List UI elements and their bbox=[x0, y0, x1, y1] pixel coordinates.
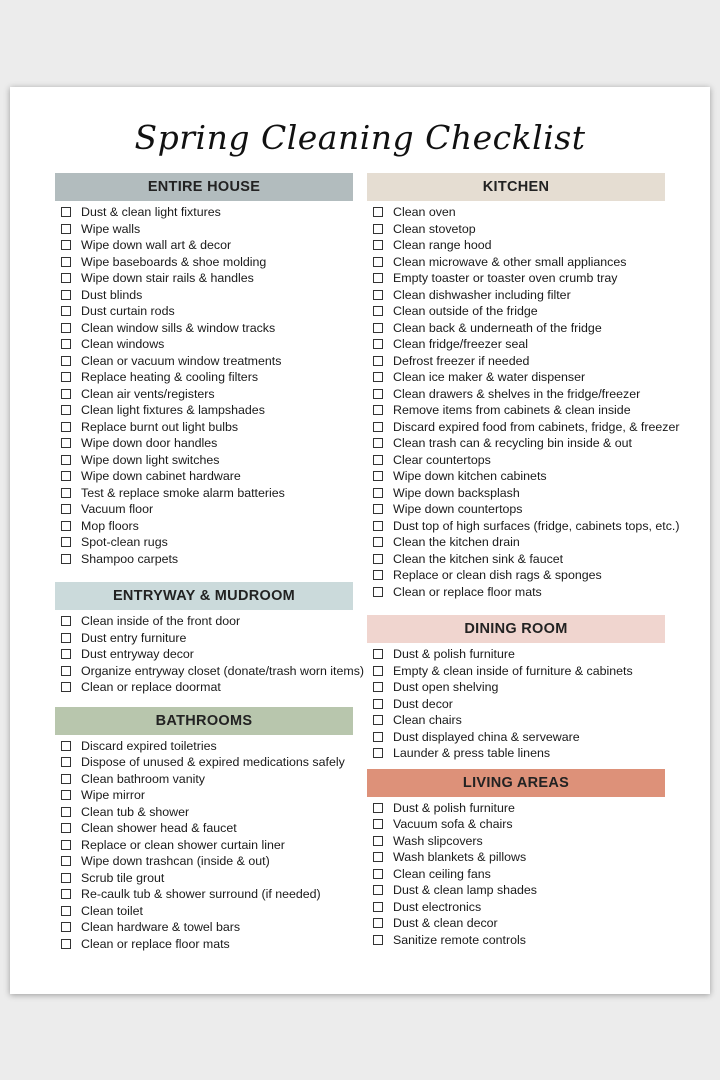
checklist-item bbox=[61, 336, 353, 353]
checklist-item-label: Clean inside of the front door bbox=[81, 614, 241, 628]
checkbox[interactable] bbox=[373, 356, 383, 366]
checkbox[interactable] bbox=[373, 323, 383, 333]
checkbox[interactable] bbox=[61, 356, 71, 366]
checkbox[interactable] bbox=[61, 856, 71, 866]
checklist-item bbox=[61, 485, 353, 502]
checklist-item bbox=[373, 468, 665, 485]
checkbox[interactable] bbox=[373, 732, 383, 742]
checklist-item bbox=[373, 452, 665, 469]
checkbox[interactable] bbox=[373, 902, 383, 912]
checklist-item-label: Clean microwave & other small appliances bbox=[393, 254, 627, 269]
checklist-item bbox=[373, 204, 665, 221]
checklist-item-label: Clean the kitchen sink & faucet bbox=[393, 551, 564, 566]
checklist-item-label: Dust & polish furniture bbox=[393, 647, 515, 661]
page-title: Spring Cleaning Checklist bbox=[134, 118, 586, 157]
checkbox[interactable] bbox=[373, 405, 383, 415]
checkbox[interactable] bbox=[61, 873, 71, 883]
checklist-item-label: Clean or replace floor mats bbox=[81, 936, 230, 951]
checkbox[interactable] bbox=[373, 587, 383, 597]
checkbox[interactable] bbox=[373, 438, 383, 448]
checklist-item bbox=[373, 663, 665, 680]
checklist-item-label: Clean outside of the fridge bbox=[393, 304, 538, 318]
checklist-item bbox=[373, 386, 665, 403]
checklist-item-label: Dust electronics bbox=[393, 899, 482, 914]
left-column bbox=[55, 173, 365, 952]
checkbox[interactable] bbox=[373, 422, 383, 432]
checklist-item-label: Replace or clean dish rags & sponges bbox=[393, 568, 602, 582]
checkbox[interactable] bbox=[373, 869, 383, 879]
checklist-item-label: Clean or vacuum window treatments bbox=[81, 353, 282, 368]
checklist-item-label: Dust top of high surfaces (fridge, cabinets tops, etc.) bbox=[393, 518, 680, 533]
checklist-item bbox=[373, 237, 665, 254]
checklist-item-label: Wipe down cabinet hardware bbox=[81, 469, 241, 483]
checklist-item-label: Clean or replace doormat bbox=[81, 680, 221, 694]
checklist-item bbox=[373, 320, 665, 337]
checklist-item-label: Clean range hood bbox=[393, 238, 492, 252]
checklist-item-label: Dust entryway decor bbox=[81, 647, 194, 661]
checklist-item-label: Defrost freezer if needed bbox=[393, 353, 530, 368]
checklist-item bbox=[373, 336, 665, 353]
section-header: DINING ROOM bbox=[367, 615, 665, 643]
checklist-item bbox=[61, 886, 353, 903]
checklist-item bbox=[61, 613, 353, 630]
section-header: LIVING AREAS bbox=[367, 769, 665, 797]
checklist-item-label: Dust blinds bbox=[81, 287, 143, 302]
checklist-item-label: Spot-clean rugs bbox=[81, 535, 168, 549]
section-header: ENTIRE HOUSE bbox=[55, 173, 353, 201]
section-header: BATHROOMS bbox=[55, 707, 353, 735]
checklist-item bbox=[61, 221, 353, 238]
checklist-item bbox=[61, 738, 353, 755]
checkbox[interactable] bbox=[373, 699, 383, 709]
checkbox[interactable] bbox=[373, 306, 383, 316]
checkbox[interactable] bbox=[61, 207, 71, 217]
checklist-item bbox=[373, 833, 665, 850]
checklist-item bbox=[373, 849, 665, 866]
checklist-item bbox=[373, 932, 665, 949]
checklist-item bbox=[61, 837, 353, 854]
checklist-item bbox=[373, 534, 665, 551]
checklist-item-label: Wash blankets & pillows bbox=[393, 850, 527, 864]
checklist-item-label: Wipe down trashcan (inside & out) bbox=[81, 854, 270, 868]
checklist-item bbox=[373, 303, 665, 320]
checklist-item-label: Clean ceiling fans bbox=[393, 866, 491, 881]
checklist bbox=[55, 610, 365, 696]
checklist-item bbox=[373, 816, 665, 833]
checklist-item bbox=[61, 320, 353, 337]
checkbox[interactable] bbox=[61, 906, 71, 916]
checklist-item bbox=[373, 882, 665, 899]
checkbox[interactable] bbox=[61, 339, 71, 349]
checklist-item-label: Clean ice maker & water dispenser bbox=[393, 370, 586, 384]
section-entire-house bbox=[55, 173, 353, 567]
checkbox[interactable] bbox=[61, 537, 71, 547]
checklist-item bbox=[61, 804, 353, 821]
checkbox[interactable] bbox=[373, 819, 383, 829]
checklist-item bbox=[61, 303, 353, 320]
checklist-item-label: Wipe down light switches bbox=[81, 452, 220, 467]
checklist-item bbox=[61, 646, 353, 663]
checklist-item bbox=[373, 584, 665, 601]
checklist-item-label: Clean drawers & shelves in the fridge/freezer bbox=[393, 386, 641, 401]
checklist-item bbox=[373, 567, 665, 584]
checklist-item bbox=[61, 402, 353, 419]
checkbox[interactable] bbox=[61, 306, 71, 316]
checklist-item bbox=[373, 221, 665, 238]
checklist-item-label: Wipe down countertops bbox=[393, 502, 523, 516]
checkbox[interactable] bbox=[373, 207, 383, 217]
checklist-item-label: Wipe down stair rails & handles bbox=[81, 271, 254, 285]
checklist-item-label: Discard expired toiletries bbox=[81, 738, 217, 753]
checkbox[interactable] bbox=[373, 257, 383, 267]
checkbox[interactable] bbox=[373, 537, 383, 547]
checkbox[interactable] bbox=[373, 290, 383, 300]
checklist-item bbox=[61, 936, 353, 953]
checkbox[interactable] bbox=[61, 649, 71, 659]
checklist-item bbox=[61, 468, 353, 485]
checklist-item bbox=[61, 551, 353, 568]
section-entryway-mudroom bbox=[55, 582, 365, 696]
checkbox[interactable] bbox=[61, 438, 71, 448]
checklist-item-label: Wipe down wall art & decor bbox=[81, 238, 232, 252]
checkbox[interactable] bbox=[61, 823, 71, 833]
checklist-item-label: Wipe down door handles bbox=[81, 436, 218, 450]
section-living-areas bbox=[367, 769, 665, 949]
checklist-item bbox=[61, 679, 353, 696]
checkbox[interactable] bbox=[61, 471, 71, 481]
checkbox[interactable] bbox=[61, 633, 71, 643]
checklist-item-label: Clear countertops bbox=[393, 452, 491, 467]
checklist-item bbox=[61, 419, 353, 436]
section-kitchen bbox=[367, 173, 680, 600]
checklist-item bbox=[373, 899, 665, 916]
checkbox[interactable] bbox=[373, 504, 383, 514]
checklist-item bbox=[373, 287, 665, 304]
checkbox[interactable] bbox=[61, 323, 71, 333]
checklist-item-label: Scrub tile grout bbox=[81, 870, 165, 885]
checkbox[interactable] bbox=[373, 570, 383, 580]
checklist-item bbox=[61, 787, 353, 804]
checkbox[interactable] bbox=[61, 682, 71, 692]
checklist-item-label: Clean air vents/registers bbox=[81, 386, 215, 401]
checklist-item-label: Clean or replace floor mats bbox=[393, 584, 542, 599]
checklist-item-label: Mop floors bbox=[81, 518, 139, 533]
checklist-item-label: Clean bathroom vanity bbox=[81, 771, 205, 786]
checkbox[interactable] bbox=[373, 852, 383, 862]
checklist-item-label: Clean oven bbox=[393, 205, 456, 219]
checkbox[interactable] bbox=[61, 840, 71, 850]
checklist-item-label: Clean light fixtures & lampshades bbox=[81, 403, 265, 417]
checklist-item bbox=[61, 287, 353, 304]
checkbox[interactable] bbox=[61, 372, 71, 382]
checklist-item bbox=[61, 353, 353, 370]
checklist-item-label: Dust & clean lamp shades bbox=[393, 883, 537, 897]
checkbox[interactable] bbox=[61, 504, 71, 514]
checkbox[interactable] bbox=[61, 488, 71, 498]
checklist-item bbox=[61, 452, 353, 469]
section-dining-room bbox=[367, 615, 665, 762]
checklist-item-label: Clean stovetop bbox=[393, 221, 476, 236]
checklist-item-label: Wipe down kitchen cabinets bbox=[393, 469, 547, 483]
checklist-item bbox=[373, 270, 665, 287]
checklist-item bbox=[61, 501, 353, 518]
checkbox[interactable] bbox=[61, 422, 71, 432]
checklist-item-label: Wipe baseboards & shoe molding bbox=[81, 254, 267, 269]
checkbox[interactable] bbox=[373, 649, 383, 659]
checkbox[interactable] bbox=[61, 666, 71, 676]
checklist bbox=[367, 797, 665, 949]
checkbox[interactable] bbox=[373, 240, 383, 250]
checklist-item bbox=[373, 402, 665, 419]
checklist-item bbox=[373, 435, 665, 452]
checklist-item-label: Wash slipcovers bbox=[393, 833, 483, 848]
checklist-item-label: Dust displayed china & serveware bbox=[393, 729, 580, 744]
checklist-item-label: Vacuum floor bbox=[81, 502, 154, 516]
checklist-item bbox=[61, 870, 353, 887]
checklist-item bbox=[61, 534, 353, 551]
checklist bbox=[367, 201, 680, 600]
checklist-item bbox=[61, 919, 353, 936]
checkbox[interactable] bbox=[373, 521, 383, 531]
checklist-item bbox=[61, 663, 365, 680]
checkbox[interactable] bbox=[61, 290, 71, 300]
checklist-item-label: Clean trash can & recycling bin inside & out bbox=[393, 436, 632, 450]
checklist-item bbox=[373, 866, 665, 883]
checklist-item-label: Clean dishwasher including filter bbox=[393, 287, 571, 302]
checklist-item bbox=[373, 551, 665, 568]
checklist-item-label: Dispose of unused & expired medications safely bbox=[81, 755, 345, 769]
checkbox[interactable] bbox=[373, 836, 383, 846]
checkbox[interactable] bbox=[373, 372, 383, 382]
checklist bbox=[367, 643, 665, 762]
checklist-item-label: Dust & clean light fixtures bbox=[81, 205, 221, 219]
checklist-item-label: Clean fridge/freezer seal bbox=[393, 337, 528, 351]
checklist-item-label: Wipe walls bbox=[81, 221, 141, 236]
checkbox[interactable] bbox=[373, 273, 383, 283]
checklist-item-label: Clean window sills & window tracks bbox=[81, 320, 276, 335]
checklist bbox=[55, 201, 353, 567]
checklist-item bbox=[373, 729, 665, 746]
checklist-item-label: Empty & clean inside of furniture & cabinets bbox=[393, 663, 633, 678]
checkbox[interactable] bbox=[373, 715, 383, 725]
checklist-item bbox=[61, 435, 353, 452]
checkbox[interactable] bbox=[61, 257, 71, 267]
checklist-item bbox=[61, 518, 353, 535]
checklist-item-label: Sanitize remote controls bbox=[393, 932, 526, 947]
checklist-item-label: Clean shower head & faucet bbox=[81, 821, 237, 835]
checkbox[interactable] bbox=[61, 790, 71, 800]
checklist-item-label: Clean hardware & towel bars bbox=[81, 920, 241, 934]
checklist-item-label: Wipe mirror bbox=[81, 788, 146, 802]
checklist-item-label: Test & replace smoke alarm batteries bbox=[81, 485, 285, 500]
checklist-item-label: Re-caulk tub & shower surround (if needed) bbox=[81, 887, 321, 901]
checklist-item bbox=[373, 696, 665, 713]
checkbox[interactable] bbox=[61, 405, 71, 415]
checkbox[interactable] bbox=[61, 554, 71, 564]
checkbox[interactable] bbox=[61, 273, 71, 283]
checklist-item bbox=[61, 204, 353, 221]
checklist-item-label: Clean back & underneath of the fridge bbox=[393, 320, 602, 335]
checklist-item-label: Clean tub & shower bbox=[81, 804, 190, 819]
checklist-item-label: Organize entryway closet (donate/trash worn items) bbox=[81, 663, 365, 678]
checkbox[interactable] bbox=[373, 885, 383, 895]
checkbox[interactable] bbox=[373, 389, 383, 399]
checklist-item bbox=[373, 518, 680, 535]
checklist-item-label: Shampoo carpets bbox=[81, 551, 179, 566]
checklist-item bbox=[373, 254, 665, 271]
checkbox[interactable] bbox=[373, 554, 383, 564]
checkbox[interactable] bbox=[373, 748, 383, 758]
checkbox[interactable] bbox=[61, 389, 71, 399]
checkbox[interactable] bbox=[61, 807, 71, 817]
right-column bbox=[367, 173, 680, 948]
checklist-item bbox=[61, 754, 353, 771]
checklist-item-label: Empty toaster or toaster oven crumb tray bbox=[393, 271, 618, 285]
checklist-item-label: Dust open shelving bbox=[393, 680, 499, 694]
checkbox[interactable] bbox=[61, 224, 71, 234]
checklist-item-label: Clean chairs bbox=[393, 713, 462, 727]
checklist-item bbox=[373, 369, 665, 386]
checkbox[interactable] bbox=[373, 682, 383, 692]
checklist-item-label: Remove items from cabinets & clean inside bbox=[393, 403, 631, 417]
checklist-item bbox=[61, 369, 353, 386]
checklist-item bbox=[373, 712, 665, 729]
checkbox[interactable] bbox=[61, 455, 71, 465]
checkbox[interactable] bbox=[373, 803, 383, 813]
checklist-item-label: Dust & polish furniture bbox=[393, 800, 515, 815]
checklist-item bbox=[373, 501, 665, 518]
checkbox[interactable] bbox=[373, 471, 383, 481]
checkbox[interactable] bbox=[373, 455, 383, 465]
checkbox[interactable] bbox=[373, 488, 383, 498]
checkbox[interactable] bbox=[61, 939, 71, 949]
checklist bbox=[55, 735, 353, 953]
checklist-item bbox=[373, 679, 665, 696]
checkbox[interactable] bbox=[61, 889, 71, 899]
checkbox[interactable] bbox=[373, 918, 383, 928]
checklist-item-label: Clean the kitchen drain bbox=[393, 535, 520, 549]
checklist-item bbox=[373, 915, 665, 932]
checklist-item-label: Discard expired food from cabinets, fridge, & freezer bbox=[393, 419, 680, 434]
checkbox[interactable] bbox=[61, 240, 71, 250]
checklist-item bbox=[61, 270, 353, 287]
checklist-item-label: Vacuum sofa & chairs bbox=[393, 817, 513, 831]
checklist-item bbox=[373, 353, 665, 370]
checklist-item bbox=[373, 419, 680, 436]
checklist-item-label: Dust decor bbox=[393, 696, 453, 711]
section-bathrooms bbox=[55, 707, 353, 953]
checklist-item bbox=[61, 630, 353, 647]
checklist-item bbox=[61, 254, 353, 271]
checklist-item-label: Dust entry furniture bbox=[81, 630, 187, 645]
checkbox[interactable] bbox=[61, 741, 71, 751]
checklist-item-label: Replace or clean shower curtain liner bbox=[81, 837, 285, 852]
checkbox[interactable] bbox=[61, 774, 71, 784]
checkbox[interactable] bbox=[373, 935, 383, 945]
checklist-item bbox=[61, 853, 353, 870]
checklist-item-label: Launder & press table linens bbox=[393, 746, 551, 760]
checkbox[interactable] bbox=[61, 616, 71, 626]
checklist-item-label: Dust & clean decor bbox=[393, 916, 498, 930]
checklist-item bbox=[373, 745, 665, 762]
checklist-item-label: Dust curtain rods bbox=[81, 304, 175, 318]
section-header: KITCHEN bbox=[367, 173, 665, 201]
checklist-item bbox=[61, 386, 353, 403]
checklist-item bbox=[373, 646, 665, 663]
checklist-item bbox=[373, 485, 665, 502]
checklist-item-label: Replace heating & cooling filters bbox=[81, 370, 259, 384]
checkbox[interactable] bbox=[373, 339, 383, 349]
checklist-item bbox=[61, 237, 353, 254]
checkbox[interactable] bbox=[373, 666, 383, 676]
checkbox[interactable] bbox=[61, 922, 71, 932]
checklist-item bbox=[61, 771, 353, 788]
checklist-item-label: Replace burnt out light bulbs bbox=[81, 419, 239, 434]
section-header: ENTRYWAY & MUDROOM bbox=[55, 582, 353, 610]
checkbox[interactable] bbox=[61, 757, 71, 767]
checklist-item-label: Clean toilet bbox=[81, 903, 143, 918]
checklist-item-label: Wipe down backsplash bbox=[393, 485, 520, 500]
checklist-item bbox=[61, 903, 353, 920]
checklist-item bbox=[373, 800, 665, 817]
checkbox[interactable] bbox=[61, 521, 71, 531]
checkbox[interactable] bbox=[373, 224, 383, 234]
checklist-item-label: Clean windows bbox=[81, 337, 165, 351]
checklist-item bbox=[61, 820, 353, 837]
